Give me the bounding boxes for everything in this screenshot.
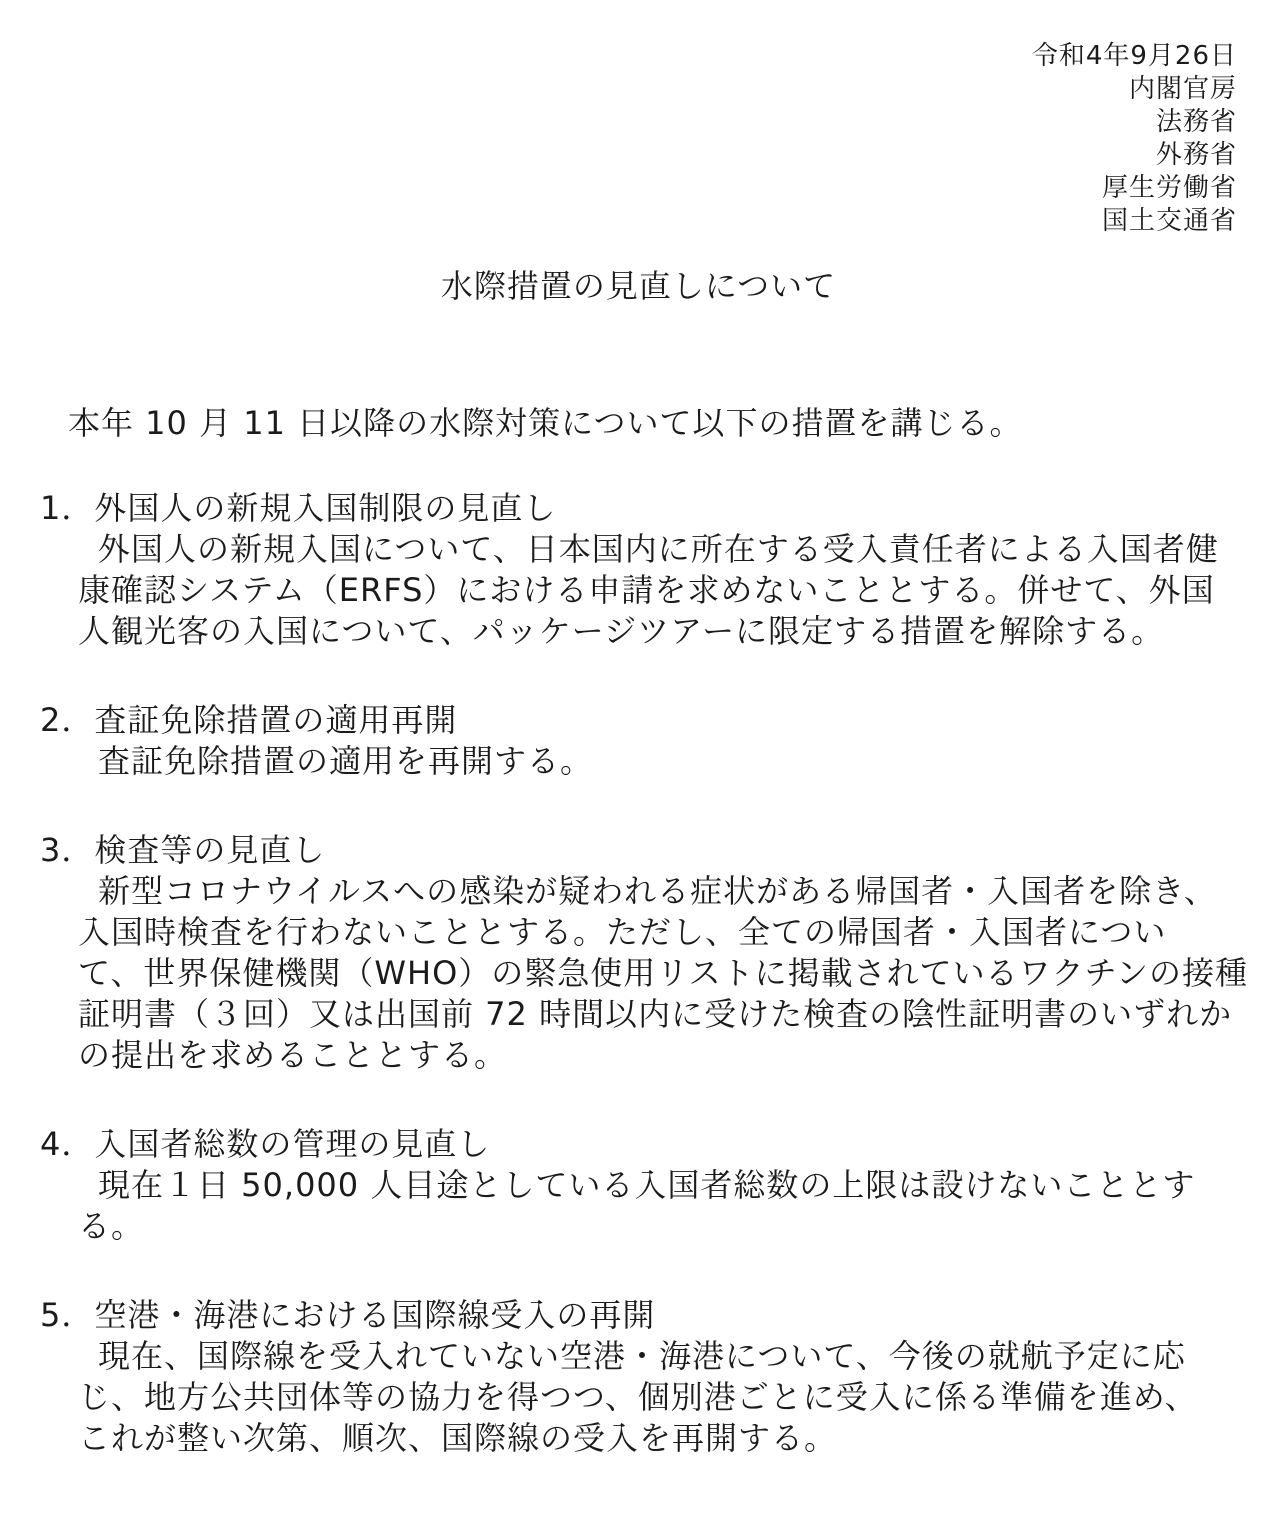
header-org-ministry-of-land-infrastructure-transport: 国土交通省 bbox=[1101, 206, 1237, 236]
section-1-line-2: 康確認システム（ERFS）における申請を求めないこととする。併せて、外国 bbox=[78, 571, 1215, 609]
section-3-line-1: 新型コロナウイルスへの感染が疑われる症状がある帰国者・入国者を除き、 bbox=[98, 872, 1217, 910]
section-4-body bbox=[78, 1165, 1237, 1247]
section-3-heading: 3．検査等の見直し bbox=[40, 831, 326, 869]
section-1-line-3: 人観光客の入国について、パッケージツアーに限定する措置を解除する。 bbox=[78, 612, 1165, 650]
header-org-cabinet-secretariat: 内閣官房 bbox=[1128, 74, 1237, 104]
document-date: 令和4年9月26日 bbox=[1031, 41, 1237, 71]
header-org-ministry-of-health-labour-welfare: 厚生労働省 bbox=[1101, 173, 1237, 203]
section-4-heading: 4．入国者総数の管理の見直し bbox=[40, 1125, 491, 1163]
section-5-line-3: これが整い次第、順次、国際線の受入を再開する。 bbox=[78, 1419, 838, 1457]
section-5-heading: 5．空港・海港における国際線受入の再開 bbox=[40, 1296, 656, 1334]
section-2-body bbox=[78, 741, 1237, 782]
section-1-heading: 1．外国人の新規入国制限の見直し bbox=[40, 489, 557, 527]
header-org-ministry-of-justice: 法務省 bbox=[1155, 107, 1237, 137]
section-2-line-1: 査証免除措置の適用を再開する。 bbox=[98, 742, 594, 780]
section-3-line-4: 証明書（３回）又は出国前 72 時間以内に受けた検査の陰性証明書のいずれか bbox=[78, 995, 1233, 1033]
section-4-line-1: 現在１日 50,000 人目途としている入国者総数の上限は設けないこととす bbox=[98, 1166, 1196, 1204]
section-3-line-2: 入国時検査を行わないこととする。ただし、全ての帰国者・入国者につい bbox=[78, 913, 1167, 951]
section-3-line-3: て、世界保健機関（WHO）の緊急使用リストに掲載されているワクチンの接種 bbox=[78, 954, 1249, 992]
section-1-new-entry-restrictions bbox=[40, 488, 1237, 652]
section-4-total-entrants-cap bbox=[40, 1124, 1237, 1247]
section-5-body bbox=[78, 1336, 1237, 1459]
section-2-visa-exemption bbox=[40, 700, 1237, 782]
section-3-line-5: の提出を求めることとする。 bbox=[78, 1036, 508, 1074]
intro-paragraph: 本年 10 月 11 日以降の水際対策について以下の措置を講じる。 bbox=[68, 404, 1023, 442]
section-3-body bbox=[78, 871, 1249, 1076]
section-2-heading: 2．査証免除措置の適用再開 bbox=[40, 701, 458, 739]
section-4-line-2: る。 bbox=[78, 1207, 145, 1245]
section-5-line-2: じ、地方公共団体等の協力を得つつ、個別港ごとに受入に係る準備を進め、 bbox=[78, 1378, 1198, 1416]
section-5-line-1: 現在、国際線を受入れていない空港・海港について、今後の就航予定に応 bbox=[98, 1337, 1186, 1375]
section-5-airports-seaports-resumption bbox=[40, 1295, 1237, 1459]
document-title: 水際措置の見直しについて bbox=[440, 267, 837, 305]
section-3-testing-review bbox=[40, 830, 1249, 1076]
section-1-body bbox=[78, 529, 1237, 652]
document-header bbox=[40, 40, 1237, 238]
header-org-ministry-of-foreign-affairs: 外務省 bbox=[1155, 140, 1237, 170]
section-1-line-1: 外国人の新規入国について、日本国内に所在する受入責任者による入国者健 bbox=[98, 530, 1219, 568]
